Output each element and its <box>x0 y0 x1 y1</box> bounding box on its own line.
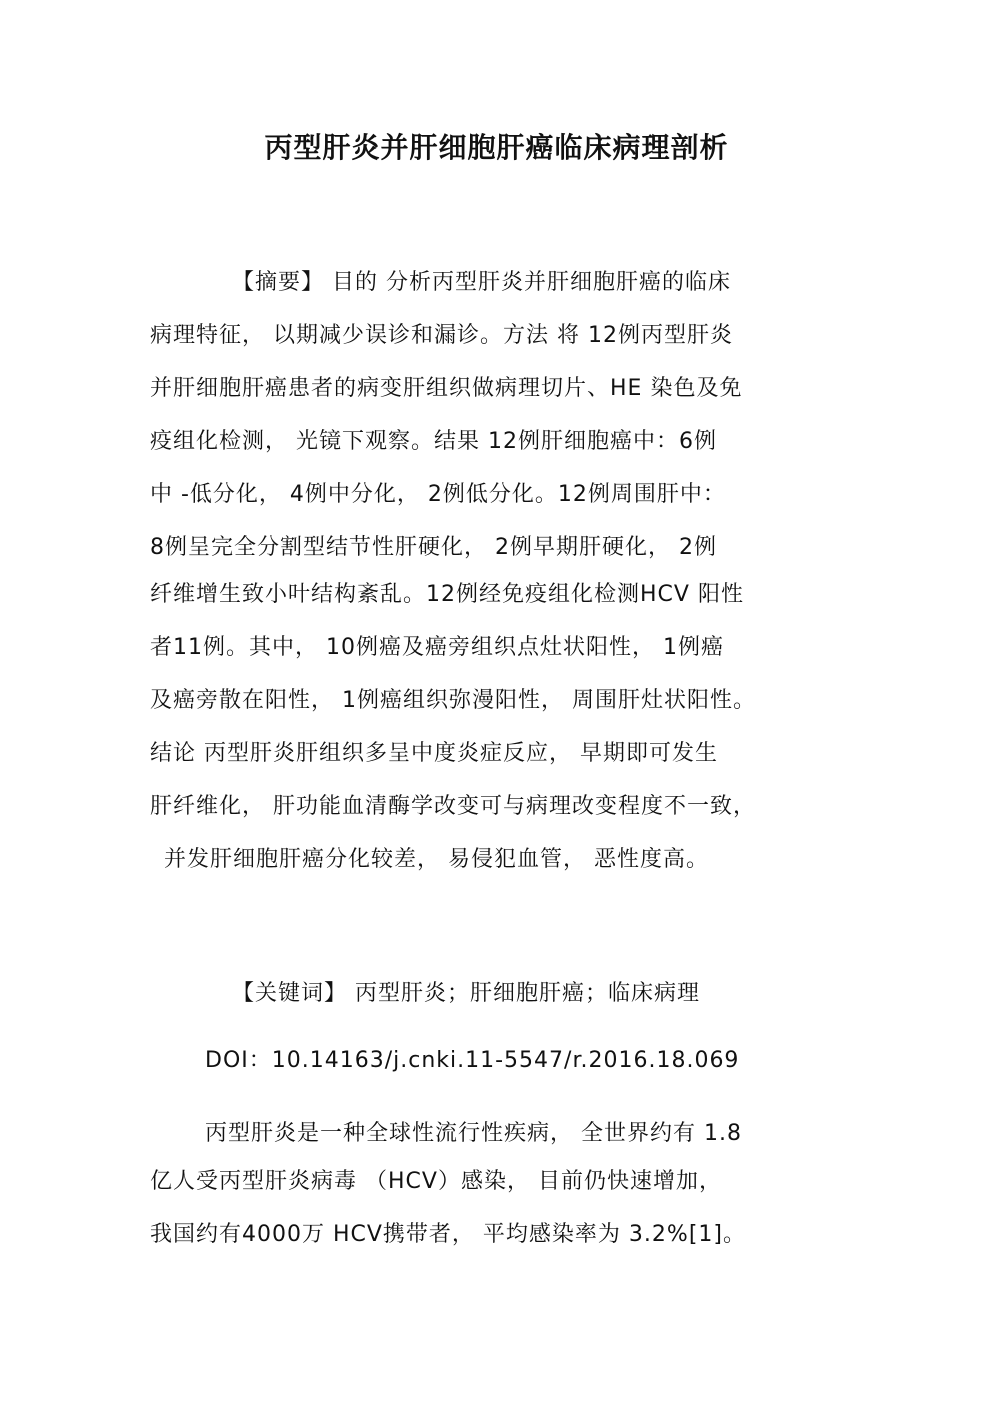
intro-line: 我国约有4000万 HCV携带者， 平均感染率为 3.2%[1]。 <box>150 1222 746 1247</box>
abstract-line: 肝纤维化， 肝功能血清酶学改变可与病理改变程度不一致， <box>150 794 756 819</box>
abstract-line: 者11例。其中， 10例癌及癌旁组织点灶状阳性， 1例癌 <box>150 635 724 660</box>
abstract-line: 疫组化检测， 光镜下观察。结果 12例肝细胞癌中：6例 <box>150 429 717 454</box>
abstract-line: 8例呈完全分割型结节性肝硬化， 2例早期肝硬化， 2例 <box>150 535 717 560</box>
abstract-line: 并肝细胞肝癌患者的病变肝组织做病理切片、HE 染色及免 <box>150 376 743 401</box>
abstract-line: 并发肝细胞肝癌分化较差， 易侵犯血管， 恶性度高。 <box>164 847 709 872</box>
doi-line: DOI：10.14163/j.cnki.11-5547/r.2016.18.069 <box>205 1048 740 1073</box>
abstract-line: 纤维增生致小叶结构紊乱。12例经免疫组化检测HCV 阳性 <box>150 582 744 607</box>
abstract-line: 【摘要】 目的 分析丙型肝炎并肝细胞肝癌的临床 <box>232 270 731 295</box>
abstract-line: 中 -低分化， 4例中分化， 2例低分化。12例周围肝中： <box>150 482 726 507</box>
abstract-line: 及癌旁散在阳性， 1例癌组织弥漫阳性， 周围肝灶状阳性。 <box>150 688 756 713</box>
document-title: 丙型肝炎并肝细胞肝癌临床病理剖析 <box>264 131 729 164</box>
abstract-line: 病理特征， 以期减少误诊和漏诊。方法 将 12例丙型肝炎 <box>150 323 733 348</box>
intro-line: 丙型肝炎是一种全球性流行性疾病， 全世界约有 1.8 <box>205 1121 742 1146</box>
abstract-line: 结论 丙型肝炎肝组织多呈中度炎症反应， 早期即可发生 <box>150 741 718 766</box>
keywords-line: 【关键词】 丙型肝炎；肝细胞肝癌；临床病理 <box>232 981 700 1006</box>
intro-line: 亿人受丙型肝炎病毒 （HCV）感染， 目前仍快速增加， <box>150 1169 722 1194</box>
